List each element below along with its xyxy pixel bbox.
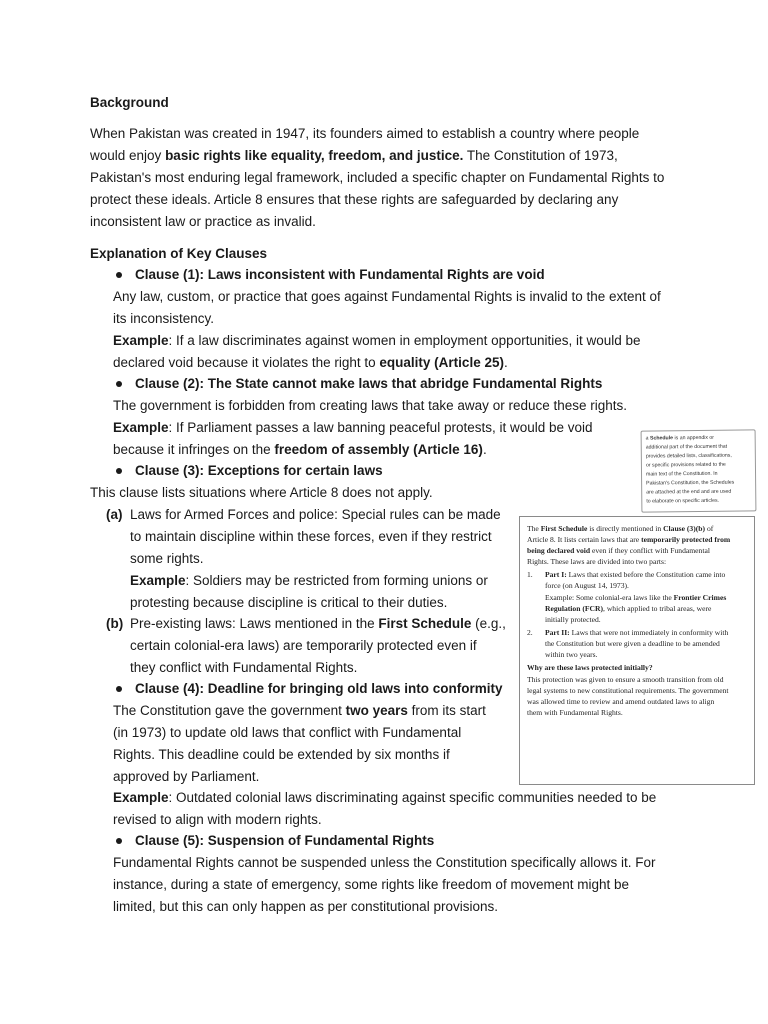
first-schedule-note-box	[519, 516, 755, 785]
clause-example	[113, 330, 641, 352]
clause-example: revised to align with modern rights.	[113, 812, 322, 827]
clause-description: Any law, custom, or practice that goes against Fundamental Rights is invalid to the extent of	[113, 289, 661, 304]
example-label: Example	[113, 420, 169, 435]
text: Laws that were not immediately in conformity with	[569, 628, 729, 637]
text: would enjoy	[90, 148, 166, 163]
list-item-a-example: protesting because discipline is critical to their duties.	[130, 595, 448, 610]
bold-text: First Schedule	[378, 616, 472, 631]
bold-text: two years	[345, 703, 408, 718]
clause-title: Clause (1): Laws inconsistent with Fundamental Rights are void	[135, 267, 545, 282]
note-line	[545, 592, 726, 603]
clause-description: limited, but this can only happen as per constitutional provisions.	[113, 899, 498, 914]
text: The	[527, 524, 541, 533]
note-line: Pakistan's Constitution, the Schedules	[646, 479, 735, 487]
note-line	[527, 534, 730, 545]
clause-example	[113, 352, 508, 374]
bold-text: Part I:	[545, 570, 567, 579]
note-line: legal systems to new constitutional requirements. The government	[527, 686, 729, 695]
text: is directly mentioned in	[587, 524, 664, 533]
list-item-a: some rights.	[130, 551, 204, 566]
note-line: initially protected.	[545, 615, 601, 624]
list-item-b	[130, 613, 506, 635]
clause-description: Fundamental Rights cannot be suspended unless the Constitution specifically allows it. For	[113, 855, 656, 870]
clause-title: Clause (2): The State cannot make laws that abridge Fundamental Rights	[135, 376, 603, 391]
text: a	[645, 435, 651, 442]
text: , which applied to tribal areas, were	[603, 604, 712, 613]
note-line: the Constitution but were given a deadline to be amended	[545, 639, 720, 648]
text: declared void because it violates the right to	[113, 355, 380, 370]
text: : Outdated colonial laws discriminating against specific communities needed to be	[168, 790, 657, 805]
note-line: main text of the Constitution. In	[646, 470, 718, 478]
text: Laws that existed before the Constitution came into	[566, 570, 726, 579]
bold-text: freedom of assembly (Article 16)	[274, 442, 483, 457]
text: (e.g.,	[471, 616, 506, 631]
bold-text: Regulation (FCR)	[545, 604, 604, 613]
text: Article 8. It lists certain laws that are	[527, 535, 642, 544]
clause-title: Clause (5): Suspension of Fundamental Rights	[135, 833, 435, 848]
note-line: This protection was given to ensure a smooth transition from old	[527, 675, 724, 684]
note-line: was allowed time to review and amend outdated laws to align	[527, 697, 715, 706]
note-line: them with Fundamental Rights.	[527, 708, 623, 717]
clause-example	[113, 439, 487, 461]
intro-line: When Pakistan was created in 1947, its founders aimed to establish a country where people	[90, 126, 640, 141]
note-line	[527, 523, 713, 534]
note-question: Why are these laws protected initially?	[527, 663, 653, 672]
clause-description: Rights. This deadline could be extended by six months if	[113, 747, 450, 762]
bullet-icon	[116, 686, 122, 692]
bold-text: being declared void	[527, 546, 591, 555]
bold-text: First Schedule	[540, 524, 588, 533]
text: because it infringes on the	[113, 442, 275, 457]
list-item-a: to maintain discipline within these forces, even if they restrict	[130, 529, 492, 544]
text: from its start	[407, 703, 486, 718]
bold-text: basic rights like equality, freedom, and justice.	[165, 148, 464, 163]
text: .	[482, 442, 487, 457]
intro-line: protect these ideals. Article 8 ensures that these rights are safeguarded by declaring any	[90, 192, 619, 207]
bullet-icon	[116, 272, 122, 278]
bold-text: equality (Article 25)	[379, 355, 504, 370]
note-line	[527, 545, 710, 556]
example-label: Example	[113, 790, 169, 805]
list-label-a: (a)	[106, 507, 123, 522]
text: The Constitution gave the government	[113, 703, 346, 718]
note-line: additional part of the document that	[645, 443, 728, 451]
example-label: Example	[113, 333, 169, 348]
background-heading: Background	[90, 95, 169, 110]
note-list-number: 1.	[527, 570, 533, 579]
clause-description: its inconsistency.	[113, 311, 215, 326]
clause-title: Clause (4): Deadline for bringing old laws into conformity	[135, 681, 503, 696]
bullet-icon	[116, 838, 122, 844]
text: .	[503, 355, 508, 370]
note-line	[545, 603, 711, 614]
bold-text: Frontier Crimes	[673, 593, 727, 602]
bold-text: temporarily protected from	[641, 535, 731, 544]
list-label-b: (b)	[106, 616, 124, 631]
schedule-note-box	[641, 429, 757, 512]
note-line: to elaborate on specific articles.	[646, 497, 720, 505]
clause-title: Clause (3): Exceptions for certain laws	[135, 463, 383, 478]
note-line: or specific provisions related to the	[645, 461, 726, 469]
clause-description: The government is forbidden from creating laws that take away or reduce these rights.	[113, 398, 628, 413]
text: : Soldiers may be restricted from forming unions or	[185, 573, 488, 588]
clause-example	[113, 417, 593, 439]
intro-line	[90, 145, 618, 167]
bold-text: Part II:	[545, 628, 570, 637]
text: is an appendix or	[673, 434, 715, 442]
clause-description: approved by Parliament.	[113, 769, 260, 784]
text: even if they conflict with Fundamental	[590, 546, 710, 555]
intro-line: Pakistan's most enduring legal framework, included a specific chapter on Fundamental Rights to	[90, 170, 665, 185]
note-line	[545, 627, 728, 638]
intro-line: inconsistent law or practice as invalid.	[90, 214, 316, 229]
clause-description: This clause lists situations where Article 8 does not apply.	[90, 485, 433, 500]
text: Pre-existing laws: Laws mentioned in the	[130, 616, 379, 631]
text: The Constitution of 1973,	[463, 148, 618, 163]
list-item-a: Laws for Armed Forces and police: Special rules can be made	[130, 507, 501, 522]
clause-description: (in 1973) to update old laws that conflict with Fundamental	[113, 725, 462, 740]
text: : If Parliament passes a law banning peaceful protests, it would be void	[168, 420, 593, 435]
list-item-b: certain colonial-era laws) are temporarily protected even if	[130, 638, 477, 653]
note-line: provides detailed lists, classifications,	[645, 452, 732, 460]
note-line: are attached at the end and are used	[646, 488, 732, 496]
clause-example	[113, 787, 656, 809]
text: of	[705, 524, 714, 533]
note-line	[545, 569, 725, 580]
bold-text: Clause (3)(b)	[663, 524, 706, 533]
list-item-b: they conflict with Fundamental Rights.	[130, 660, 358, 675]
bullet-icon	[116, 468, 122, 474]
clause-description: instance, during a state of emergency, some rights like freedom of movement might be	[113, 877, 629, 892]
note-line	[646, 434, 714, 443]
bold-text: Schedule	[649, 435, 674, 442]
bullet-icon	[116, 381, 122, 387]
clause-description	[113, 700, 486, 722]
note-line: force (on August 14, 1973).	[545, 581, 629, 590]
text: Example: Some colonial-era laws like the	[545, 593, 674, 602]
text: : If a law discriminates against women in employment opportunities, it would be	[168, 333, 641, 348]
note-line: within two years.	[545, 650, 598, 659]
example-label: Example	[130, 573, 186, 588]
note-line: Rights. These laws are divided into two parts:	[527, 557, 667, 566]
list-item-a-example	[130, 570, 488, 592]
section-title: Explanation of Key Clauses	[90, 246, 268, 261]
note-list-number: 2.	[527, 628, 533, 637]
